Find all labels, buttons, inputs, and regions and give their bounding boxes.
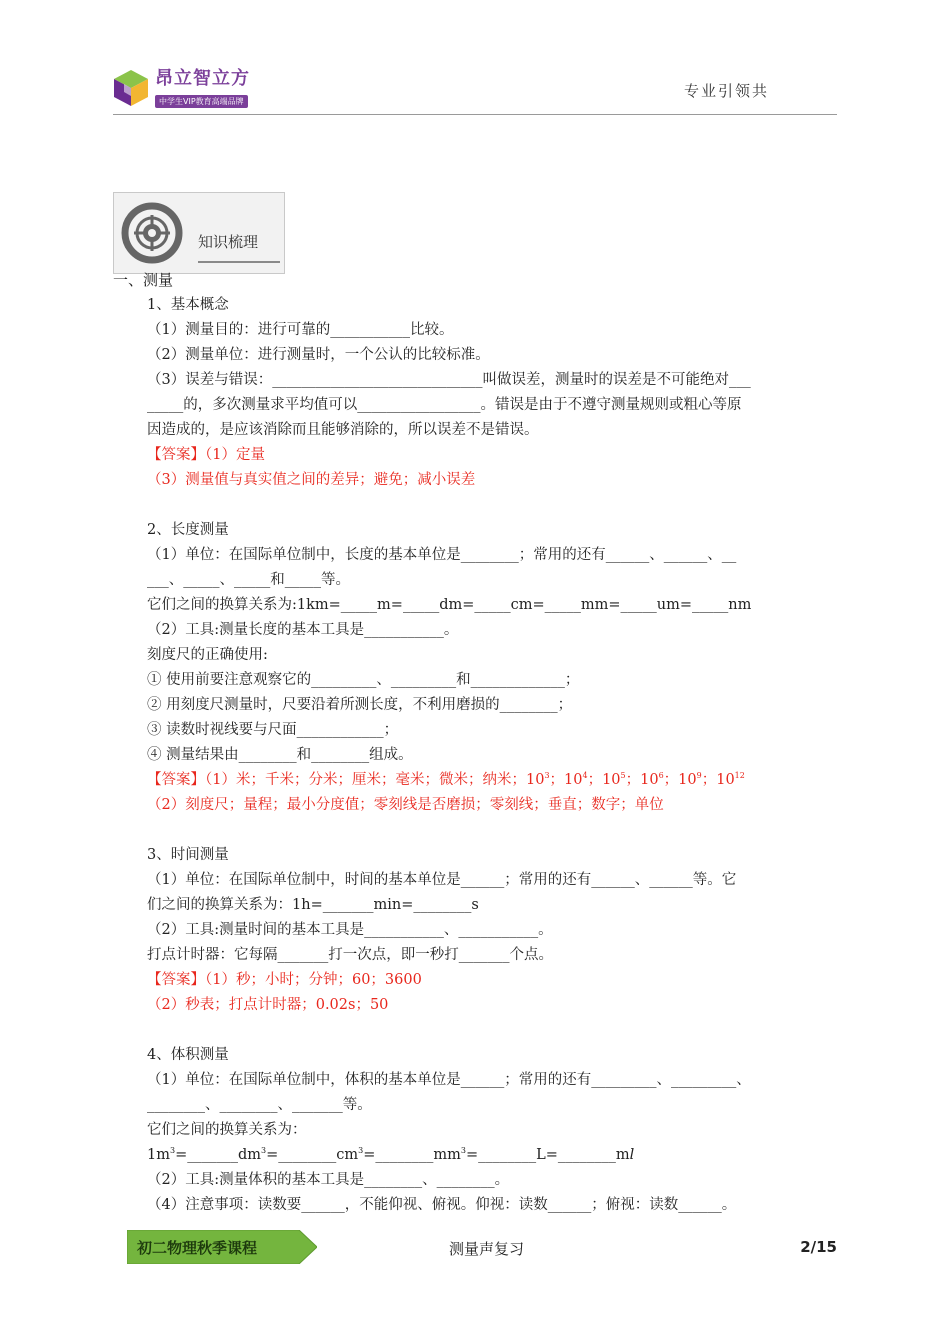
time-title: 3、时间测量 (147, 847, 229, 863)
length-line-7: ② 用刻度尺测量时，尺要沿着所测长度，不利用磨损的________； (147, 697, 573, 713)
time-answer-1 (113, 968, 837, 993)
time-line-1: （1）单位：在国际单位制中，时间的基本单位是______；常用的还有______、______等。它 (147, 872, 737, 888)
page-number: 2/15 (800, 1238, 837, 1256)
basic-line-3: （3）误差与错误：_____________________________叫做误差，测量时的误差是不可能绝对___ (147, 372, 751, 388)
brand-logo (113, 68, 250, 108)
answer-text: （1）秒；小时；分钟；60；3600 (205, 972, 422, 988)
basic-line-4: _____的，多次测量求平均值可以_________________。错误是由于不遵守测量规则或粗心等原 (147, 397, 742, 413)
length-line-4: （2）工具:测量长度的基本工具是___________。 (147, 622, 459, 638)
basic-answer-1 (113, 443, 837, 468)
target-icon (120, 201, 184, 265)
page-header (113, 64, 837, 115)
badge-underline (198, 261, 280, 263)
length-answer-1 (113, 768, 837, 793)
length-line-5: 刻度尺的正确使用: (147, 647, 268, 663)
length-line-6: ① 使用前要注意观察它的_________、_________和_____________； (147, 672, 580, 688)
length-line-3: 它们之间的换算关系为:1km=_____m=_____dm=_____cm=_____mm=_____um=_____nm (147, 597, 752, 613)
length-title: 2、长度测量 (147, 522, 229, 538)
section-title: 一、测量 (113, 271, 174, 289)
basic-answer-2: （3）测量值与真实值之间的差异；避免；减小误差 (147, 472, 476, 488)
knowledge-badge (113, 192, 285, 274)
basic-line-2: （2）测量单位：进行测量时，一个公认的比较标准。 (147, 347, 490, 363)
time-line-3: （2）工具:测量时间的基本工具是___________、___________。 (147, 922, 553, 938)
answer-label: 【答案】 (147, 772, 205, 788)
answer-label: 【答案】 (147, 447, 205, 463)
volume-line-1: （1）单位：在国际单位制中，体积的基本单位是______；常用的还有_________、_________、 (147, 1072, 751, 1088)
answer-text: （1）定量 (205, 447, 265, 463)
course-label: 初二物理秋季课程 (137, 1239, 258, 1257)
badge-label: 知识梳理 (198, 233, 259, 251)
time-answer-2: （2）秒表；打点计时器；0.02s；50 (147, 997, 389, 1013)
answer-power: $10^3$；$10^4$；$10^5$；$10^6$；$10^9$；$10^{12}$ (525, 771, 745, 788)
answer-text: （1）米；千米；分米；厘米；毫米；微米；纳米； (205, 772, 526, 788)
length-line-2: ___、_____、_____和_____等。 (147, 572, 350, 588)
volume-title: 4、体积测量 (147, 1047, 229, 1063)
volume-line-4: $1m^3=\_\_\_\_\_\_\_dm^3=\_\_\_\_\_\_\_\_cm^3=\_\_\_\_\_\_\_\_mm^3=\_\_\_\_\_\_\_\_L=\_\_\_\_\_\_\_\_ml$ (147, 1146, 635, 1163)
answer-label: 【答案】 (147, 972, 205, 988)
volume-line-6: （4）注意事项：读数要______，不能仰视、俯视。仰视：读数______；俯视：读数______。 (147, 1197, 737, 1213)
length-line-1: （1）单位：在国际单位制中，长度的基本单位是________；常用的还有______、______、__ (147, 547, 737, 563)
length-line-9: ④ 测量结果由________和________组成。 (147, 747, 413, 763)
volume-line-5: （2）工具:测量体积的基本工具是________、________。 (147, 1172, 510, 1188)
volume-line-3: 它们之间的换算关系为： (147, 1122, 307, 1138)
cube-logo-icon (113, 69, 149, 107)
basic-title: 1、基本概念 (147, 297, 229, 313)
time-line-4: 打点计时器：它每隔_______打一次点，即一秒打_______个点。 (147, 947, 553, 963)
page-footer (127, 1230, 837, 1264)
document-body (113, 268, 837, 1218)
basic-line-1: （1）测量目的：进行可靠的___________比较。 (147, 322, 454, 338)
basic-line-5: 因造成的，是应该消除而且能够消除的，所以误差不是错误。 (147, 422, 539, 438)
volume-line-2: ________、________、_______等。 (147, 1097, 372, 1113)
brand-slogan: 中学生VIP教育高端品牌 (155, 95, 248, 108)
time-line-2: 们之间的换算关系为：1h=_______min=________s (147, 897, 479, 913)
length-answer-2: （2）刻度尺；量程；最小分度值；零刻线是否磨损；零刻线；垂直；数字；单位 (147, 797, 664, 813)
footer-topic: 测量声复习 (449, 1240, 525, 1258)
brand-name: 昂立智立方 (155, 67, 250, 89)
course-tab (127, 1230, 317, 1264)
header-tagline: 专业引领共 (683, 82, 769, 100)
length-line-8: ③ 读数时视线要与尺面____________； (147, 722, 399, 738)
